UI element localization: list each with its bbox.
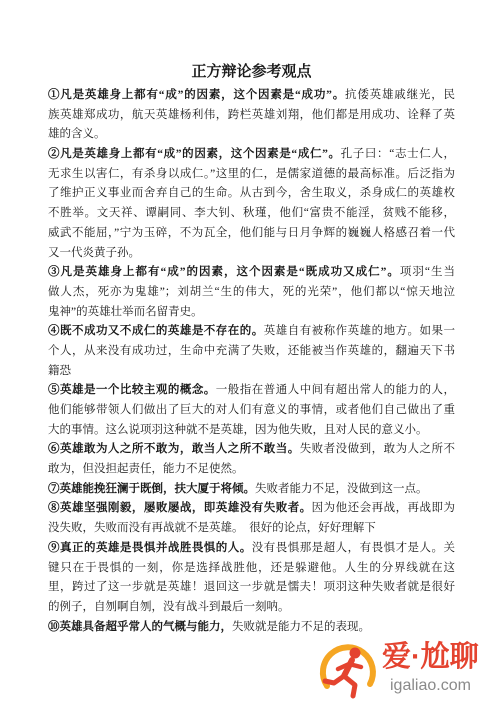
point-3 xyxy=(48,263,455,322)
point-6-line-2: 敢为，但没担起责任，能力不足使然。 xyxy=(48,463,244,476)
point-6-text: 失败者没做到，敢为人之所不 xyxy=(299,443,456,456)
point-7-text: 失败者能力不足，没做到这一点。 xyxy=(255,482,428,495)
point-2 xyxy=(48,145,455,263)
point-9-line-2: 键只在于畏惧的一刻，你是选择战胜他，还是躲避他。人生的分界线就在这 xyxy=(48,561,455,574)
point-10 xyxy=(48,618,455,638)
point-5-line-3: 大的事情。这么说项羽这种就不是英雄，因为他失败，且对人民的意义小。 xyxy=(48,423,428,436)
point-4-heading: ④既不成功又不成仁的英雄是不存在的。 xyxy=(48,325,264,338)
point-5-line-1 xyxy=(48,381,455,401)
point-8-line-1 xyxy=(48,499,455,519)
point-2-line-6: 又一代炎黄子孙。 xyxy=(48,246,140,259)
document-title: 正方辩论参考观点 xyxy=(191,64,312,80)
point-3-heading: ③凡是英雄身上都有“成”的因素，这个因素是“既成功又成仁”。 xyxy=(48,266,400,279)
point-6 xyxy=(48,440,455,479)
point-8-text: 因为他还会再战，再战即为 xyxy=(311,502,456,515)
point-7-line-1 xyxy=(48,480,455,500)
point-3-line-1 xyxy=(48,263,455,283)
point-6-heading: ⑥英雄敢为人之所不敢为，敢当人之所不敢当。 xyxy=(48,443,300,456)
point-3-text: 项羽“生当 xyxy=(399,266,455,279)
point-7-heading: ⑦英雄能挽狂澜于既倒，扶大厦于将倾。 xyxy=(48,482,255,495)
point-1-text: 抗倭英雄戚继光，民 xyxy=(345,89,456,101)
point-6-line-1 xyxy=(48,440,455,460)
point-10-heading: ⑩英雄具备超乎常人的气概与能力， xyxy=(48,620,232,633)
point-5-line-2: 他们能够带领人们做出了巨大的对人们有意义的事情，或者他们自己做出了重 xyxy=(48,404,455,416)
point-8-heading: ⑧英雄坚强刚毅，屡败屡战，即英雄没有失败者。 xyxy=(48,502,312,515)
point-1-heading: ①凡是英雄身上都有“成”的因素，这个因素是“成功”。 xyxy=(48,89,346,101)
point-2-line-4: 不胜举。文天祥、谭嗣同、李大钊、秋瑾，他们“富贵不能淫，贫贱不能移， xyxy=(48,207,455,220)
document-body xyxy=(48,62,455,637)
point-10-line-1 xyxy=(48,618,455,638)
point-8-line-2: 没失败，失败而没有再战就不是英雄。 很好的论点，好好理解下 xyxy=(48,522,376,535)
point-2-text: 孔子曰：“志士仁人， xyxy=(340,148,456,161)
point-4 xyxy=(48,322,455,381)
point-9-line-4: 的例子，自刎啊自刎，没有战斗到最后一刻呐。 xyxy=(48,600,290,613)
point-4-text: 英雄自有被称作英雄的地方。如果一 xyxy=(263,325,456,338)
point-5 xyxy=(48,381,455,440)
point-9-line-3: 里，跨过了这一步就是英雄！退回这一步就是懦夫！项羽这种失败者就是很好 xyxy=(48,581,455,594)
point-2-heading: ②凡是英雄身上都有“成”的因素，这个因素是“成仁”。 xyxy=(48,148,341,161)
watermark-site: igaliao.com xyxy=(390,677,471,694)
point-1-line-3: 雄的含义。 xyxy=(48,128,106,141)
watermark-brand: 爱·尬聊 xyxy=(382,641,479,673)
point-2-line-1 xyxy=(48,145,455,165)
point-3-line-2: 做人杰，死亦为鬼雄”；刘胡兰“生的伟大，死的光荣”，他们都以“惊天地泣 xyxy=(48,285,455,298)
point-2-line-5: 威武不能屈，”宁为玉碎，不为瓦全，他们能与日月争辉的巍巍人格感召着一代 xyxy=(48,226,455,239)
point-7 xyxy=(48,480,455,500)
point-4-line-3: 籍恐 xyxy=(48,364,71,377)
point-9 xyxy=(48,539,455,618)
point-2-line-2: 无求生以害仁，有杀身以成仁。”这里的仁，是儒家道德的最高标准。后泛指为 xyxy=(48,167,455,180)
point-9-heading: ⑨真正的英雄是畏惧并战胜畏惧的人。 xyxy=(48,541,252,554)
point-2-line-3: 了维护正义事业而舍弃自己的生命。从古到今，舍生取义，杀身成仁的英雄枚 xyxy=(48,187,455,200)
point-9-text: 没有畏惧那是超人，有畏惧才是人。关 xyxy=(251,541,456,554)
point-10-text: 失败就是能力不足的表现。 xyxy=(232,620,370,633)
point-9-line-1 xyxy=(48,539,455,559)
point-3-line-3: 鬼神”的英雄壮举而名留青史。 xyxy=(48,305,203,318)
point-1-line-1 xyxy=(48,86,455,106)
point-1 xyxy=(48,86,455,145)
point-5-heading: ⑤英雄是一个比较主观的概念。 xyxy=(48,384,216,397)
point-4-line-2: 个人，从来没有成功过，生命中充满了失败，还能被当作英雄的，翻遍天下书 xyxy=(48,344,455,357)
point-5-text: 一般指在普通人中间有超出常人的能力的人， xyxy=(215,384,456,397)
point-1-line-2: 族英雄郑成功，航天英雄杨利伟，跨栏英雄刘翔，他们都是用成功、诠释了英 xyxy=(48,108,455,121)
running-figure-logo-icon xyxy=(318,640,378,702)
point-8 xyxy=(48,499,455,538)
point-4-line-1 xyxy=(48,322,455,342)
